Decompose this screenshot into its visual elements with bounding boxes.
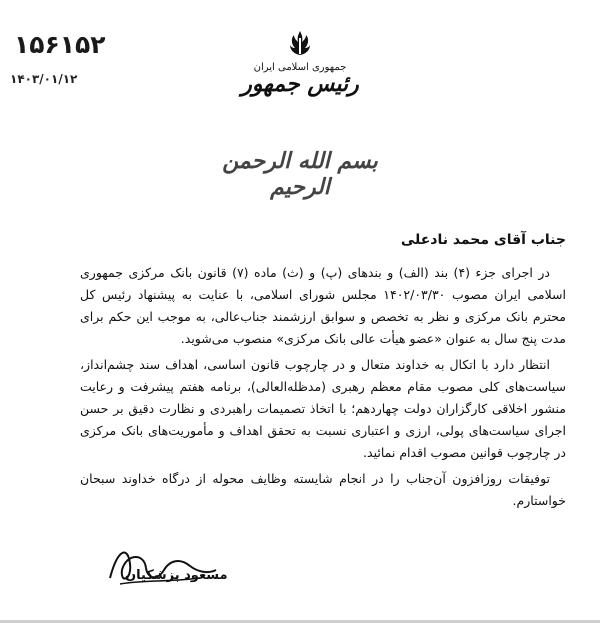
addressee: جناب آقای محمد نادعلی: [400, 232, 566, 248]
paragraph-appointment: در اجرای جزء (۴) بند (الف) و بندهای (پ) و (ث) ماده (۷) قانون بانک مرکزی جمهوری اسلامی ایران مصوب ۱۴۰۲/۰۳/۳۰ مجلس شورای اسلامی، با عنایت به پیشنهاد رئیس کل محترم بانک مرکزی و نظر به تخصص و سوابق ارزشمند جناب‌عالی، به موجب این حکم برای مدت پنج سال به عنوان «عضو هیأت عالی بانک مرکزی» منصوب می‌شوید.: [80, 265, 566, 346]
iran-emblem-icon: [285, 28, 315, 58]
office-title: رئیس جمهور: [241, 71, 359, 97]
paragraph-expectations: انتظار دارد با اتکال به خداوند متعال و در چارچوب قانون اساسی، اهداف سند چشم‌انداز، سیاست‌های کلی مصوب مقام معظم رهبری (مدظله‌العالی)، برنامه هفتم پیشرفت و رعایت منشور اخلاقی کارگزاران دولت چهاردهم؛ با اتخاذ تصمیمات راهبردی و نظارت دقیق بر حسن اجرای سیاست‌های پولی، ارزی و اعتباری نسبت به تحقق اهداف و مأموریت‌های بانک مرکزی در چارچوب قوانین مصوب اقدام نمائید.: [80, 357, 566, 460]
government-line: جمهوری اسلامی ایران: [253, 62, 347, 73]
basmala-calligraphy: بسم الله الرحمن الرحیم: [222, 148, 378, 200]
signer-name: مسعود پزشکیان: [125, 568, 228, 583]
reference-number: ۱۵۶۱۵۲: [14, 30, 106, 59]
letter-date: ۱۴۰۳/۰۱/۱۲: [10, 72, 78, 86]
letterhead: [230, 28, 370, 97]
paragraph-closing: توفیقات روزافزون آن‌جناب را در انجام شایسته وظایف محوله از درگاه خداوند سبحان خواستارم.: [80, 471, 566, 508]
letter-body: [80, 262, 566, 516]
